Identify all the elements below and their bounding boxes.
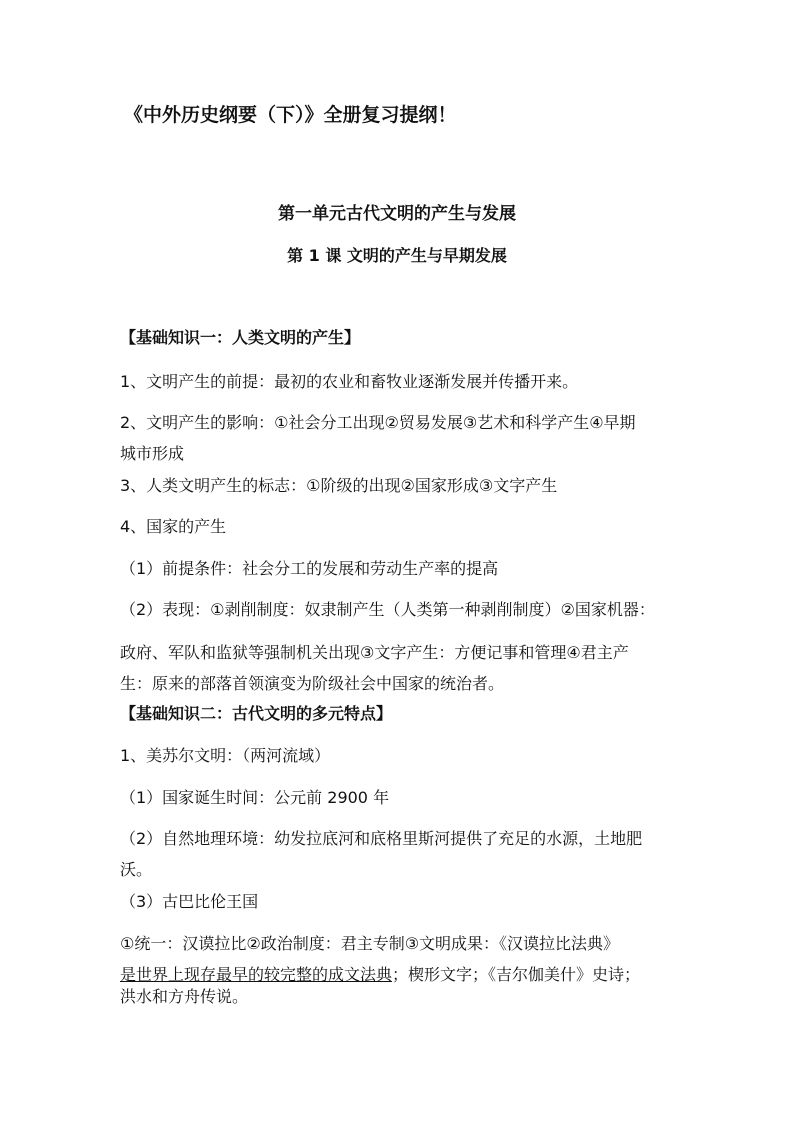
body-line: ①统一：汉谟拉比②政治制度：君主专制③文明成果：《汉谟拉比法典》 — [120, 934, 620, 953]
section-heading-2: 【基础知识二：古代文明的多元特点】 — [120, 704, 393, 723]
body-line: 生：原来的部落首领演变为阶级社会中国家的统治者。 — [120, 674, 505, 693]
body-line: 3、人类文明产生的标志：①阶级的出现②国家形成③文字产生 — [120, 476, 558, 495]
document-title: 《中外历史纲要（下）》全册复习提纲！ — [124, 104, 457, 126]
body-text: ；楔形文字；《吉尔伽美什》史诗； — [392, 965, 641, 984]
body-line: （2）表现：①剥削制度：奴隶制产生（人类第一种剥削制度）②国家机器： — [120, 600, 655, 619]
body-line: （2）自然地理环境：幼发拉底河和底格里斯河提供了充足的水源，土地肥 — [120, 829, 643, 848]
unit-title: 第一单元古代文明的产生与发展 — [278, 204, 516, 224]
body-line: （1）前提条件：社会分工的发展和劳动生产率的提高 — [120, 559, 499, 578]
body-line: 政府、军队和监狱等强制机关出现③文字产生：方便记事和管理④君主产 — [120, 643, 629, 662]
body-line: （3）古巴比伦王国 — [120, 892, 259, 911]
body-line: 洪水和方舟传说。 — [120, 987, 249, 1006]
underlined-text: 是世界上现存最早的较完整的成文法典 — [120, 965, 393, 984]
body-line: 4、国家的产生 — [120, 517, 227, 536]
body-line: 1、美苏尔文明：（两河流域） — [120, 746, 331, 765]
body-line: （1）国家诞生时间：公元前 2900 年 — [120, 788, 390, 807]
section-heading-1: 【基础知识一：人类文明的产生】 — [120, 328, 361, 347]
lesson-title: 第 1 课 文明的产生与早期发展 — [287, 246, 507, 265]
body-line-mixed — [120, 964, 640, 986]
body-line: 城市形成 — [120, 444, 185, 463]
body-line: 沃。 — [120, 860, 153, 879]
body-line: 1、文明产生的前提：最初的农业和畜牧业逐渐发展并传播开来。 — [120, 372, 579, 391]
body-line: 2、文明产生的影响：①社会分工出现②贸易发展③艺术和科学产生④早期 — [120, 413, 636, 432]
